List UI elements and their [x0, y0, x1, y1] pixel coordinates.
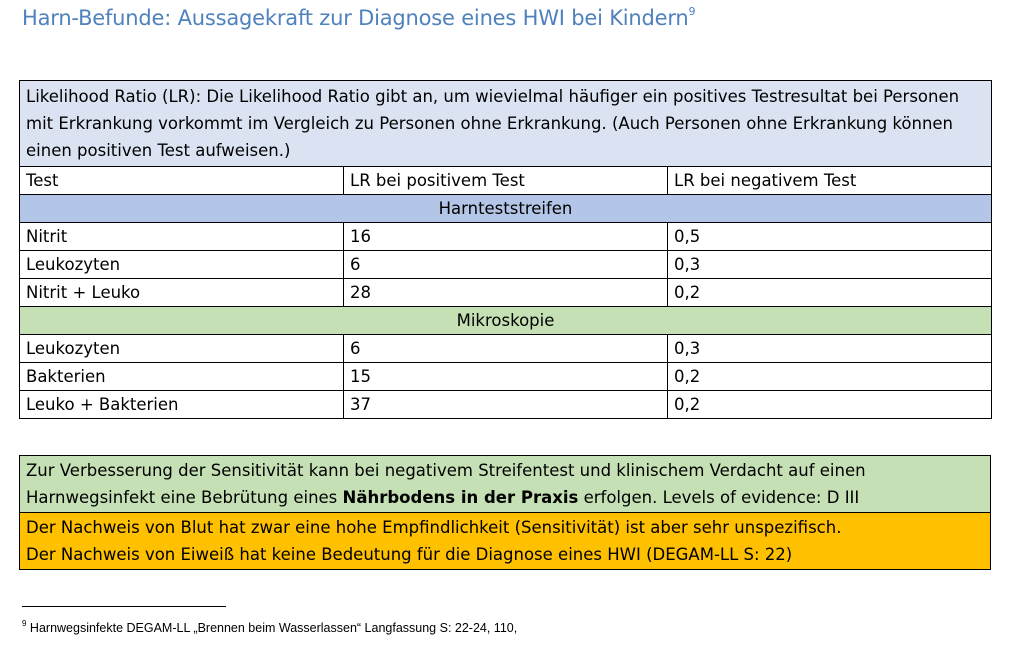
- section-row-mikroskopie: [20, 307, 992, 335]
- note-sensitivity-text: Zur Verbesserung der Sensitivität kann bei negativem Streifentest und klinischem Verdacht auf einen Harnwegsinfekt eine Bebrütung eines: [26, 461, 866, 507]
- lr-negative-cell: 0,3: [668, 335, 992, 363]
- note-protein-line: Der Nachweis von Eiweiß hat keine Bedeutung für die Diagnose eines HWI (DEGAM-LL S: 22): [26, 545, 793, 564]
- header-lr-positive: LR bei positivem Test: [344, 167, 668, 195]
- likelihood-ratio-table: [19, 80, 992, 419]
- lr-positive-cell: 6: [344, 251, 668, 279]
- intro-text: Likelihood Ratio (LR): Die Likelihood Ratio gibt an, um wievielmal häufiger ein positives Testresultat bei Personen mit Erkrankung vorkommt im Vergleich zu Personen ohne Erkrankung. (Auch Personen ohne Erkrankung können einen positiven Test aufweisen.): [20, 81, 992, 167]
- intro-row: [20, 81, 992, 167]
- footnote-text: Harnwegsinfekte DEGAM-LL „Brennen beim Wasserlassen“ Langfassung S: 22-24, 110,: [26, 621, 518, 636]
- lr-positive-cell: 15: [344, 363, 668, 391]
- section-label-mikroskopie: Mikroskopie: [20, 307, 992, 335]
- lr-negative-cell: 0,2: [668, 391, 992, 419]
- page-title-text: Harn-Befunde: Aussagekraft zur Diagnose eines HWI bei Kindern: [22, 6, 689, 30]
- section-row-harnteststreifen: [20, 195, 992, 223]
- table-row: [20, 251, 992, 279]
- note-blood-protein: [20, 513, 991, 570]
- footnote-separator: [22, 606, 226, 607]
- section-label-harnteststreifen: Harnteststreifen: [20, 195, 992, 223]
- table-row: [20, 363, 992, 391]
- note-blood-line: Der Nachweis von Blut hat zwar eine hohe Empfindlichkeit (Sensitivität) ist aber sehr unspezifisch.: [26, 518, 842, 537]
- lr-negative-cell: 0,2: [668, 363, 992, 391]
- lr-negative-cell: 0,5: [668, 223, 992, 251]
- header-test: Test: [20, 167, 344, 195]
- note-row-blood-protein: [20, 513, 991, 570]
- lr-positive-cell: 6: [344, 335, 668, 363]
- note-row-sensitivity: [20, 456, 991, 513]
- note-sensitivity-evidence: erfolgen. Levels of evidence: D III: [578, 488, 860, 507]
- table-row: [20, 335, 992, 363]
- table-row: [20, 279, 992, 307]
- test-name-cell: Leukozyten: [20, 251, 344, 279]
- notes-table: [19, 455, 991, 570]
- footnote: [22, 620, 517, 635]
- table-row: [20, 223, 992, 251]
- header-row: [20, 167, 992, 195]
- test-name-cell: Bakterien: [20, 363, 344, 391]
- note-sensitivity-bold: Nährbodens in der Praxis: [342, 488, 579, 507]
- test-name-cell: Nitrit + Leuko: [20, 279, 344, 307]
- lr-positive-cell: 37: [344, 391, 668, 419]
- lr-negative-cell: 0,3: [668, 251, 992, 279]
- test-name-cell: Leukozyten: [20, 335, 344, 363]
- lr-negative-cell: 0,2: [668, 279, 992, 307]
- table-row: [20, 391, 992, 419]
- test-name-cell: Nitrit: [20, 223, 344, 251]
- footnote-number: 9: [22, 619, 27, 628]
- lr-positive-cell: 28: [344, 279, 668, 307]
- header-lr-negative: LR bei negativem Test: [668, 167, 992, 195]
- title-footnote-ref: 9: [688, 5, 696, 18]
- note-sensitivity: [20, 456, 991, 513]
- test-name-cell: Leuko + Bakterien: [20, 391, 344, 419]
- lr-positive-cell: 16: [344, 223, 668, 251]
- page-title: [22, 6, 695, 30]
